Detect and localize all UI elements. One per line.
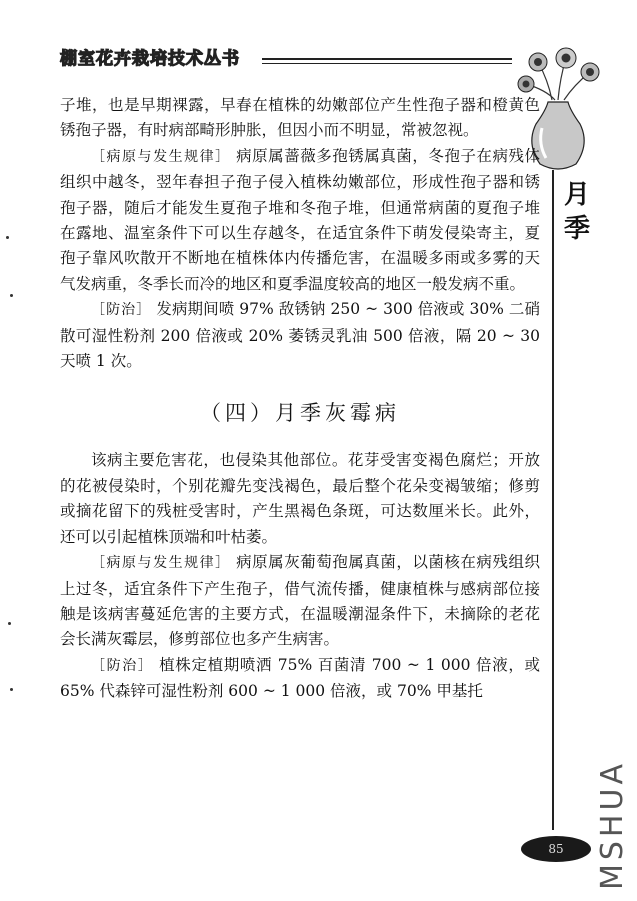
page-number: 85 [521, 836, 591, 862]
chapter-side-tab: 月季 [563, 180, 590, 244]
paragraph-2-text: 病原属蔷薇多孢锈属真菌，冬孢子在病残体组织中越冬，翌年春担子孢子侵入植株幼嫩部位，形成性孢子器和锈孢子器，随后才能发生夏孢子堆和冬孢子堆，但通常病菌的夏孢子堆在露地、温室条件下可以生存越冬，在适宜条件下萌发侵染寄主，夏孢子靠风吹散开不断地在植株体内传播危害，在温暖多雨或多雾的天气发病重，冬季长而冷的地区和夏季温度较高的地区一般发病不重。 [60, 146, 540, 293]
paragraph-5-tag: ［病原与发生规律］ [91, 555, 231, 572]
paragraph-6-text: 植株定植期喷洒 75% 百菌清 700 ~ 1 000 倍液，或 65% 代森锌可湿性粉剂 600 ~ 1 000 倍液，或 70% 甲基托 [60, 655, 540, 701]
paragraph-4: 该病主要危害花，也侵染其他部位。花芽受害变褐色腐烂；开放的花被侵染时，个别花瓣先变浅褐色，最后整个花朵变褐皱缩；修剪或摘花留下的残桩受害时，产生黑褐色条斑，可达数厘米长。此外，还可以引起植株顶端和叶枯萎。 [60, 451, 540, 546]
paragraph-6 [60, 653, 540, 705]
section-heading: （四）月季灰霉病 [200, 401, 400, 426]
paragraph-3 [60, 297, 540, 374]
side-divider [552, 170, 554, 830]
series-title: 棚室花卉栽培技术丛书 [60, 49, 240, 69]
paragraph-6-tag: ［防治］ [91, 657, 154, 674]
scan-speck [10, 294, 13, 297]
scan-speck [10, 688, 13, 691]
paragraph-3-tag: ［防治］ [91, 302, 152, 319]
page-body [60, 93, 540, 705]
scan-speck [6, 236, 9, 239]
watermark: MSHUA [595, 760, 630, 890]
paragraph-2 [60, 144, 540, 297]
paragraph-5 [60, 550, 540, 653]
paragraph-5-text: 病原属灰葡萄孢属真菌，以菌核在病残组织上过冬，适宜条件下产生孢子，借气流传播，健康植株与感病部位接触是该病害蔓延危害的主要方式，在温暖潮湿条件下，未摘除的老花会长满灰霉层，修剪部位也多产生病害。 [60, 553, 540, 649]
paragraph-3-text: 发病期间喷 97% 敌锈钠 250 ~ 300 倍液或 30% 二硝散可湿性粉剂 200 倍液或 20% 萎锈灵乳油 500 倍液，隔 20 ~ 30 天喷 1 次。 [60, 300, 540, 371]
header-rule [262, 58, 512, 60]
header-rule-thin [262, 63, 512, 64]
flower-icon [518, 48, 599, 92]
scan-speck [8, 622, 11, 625]
paragraph-2-tag: ［病原与发生规律］ [91, 148, 231, 165]
paragraph-1: 子堆，也是早期裸露，早春在植株的幼嫩部位产生性孢子器和橙黄色锈孢子器，有时病部畸形肿胀，但因小而不明显，常被忽视。 [60, 96, 540, 140]
